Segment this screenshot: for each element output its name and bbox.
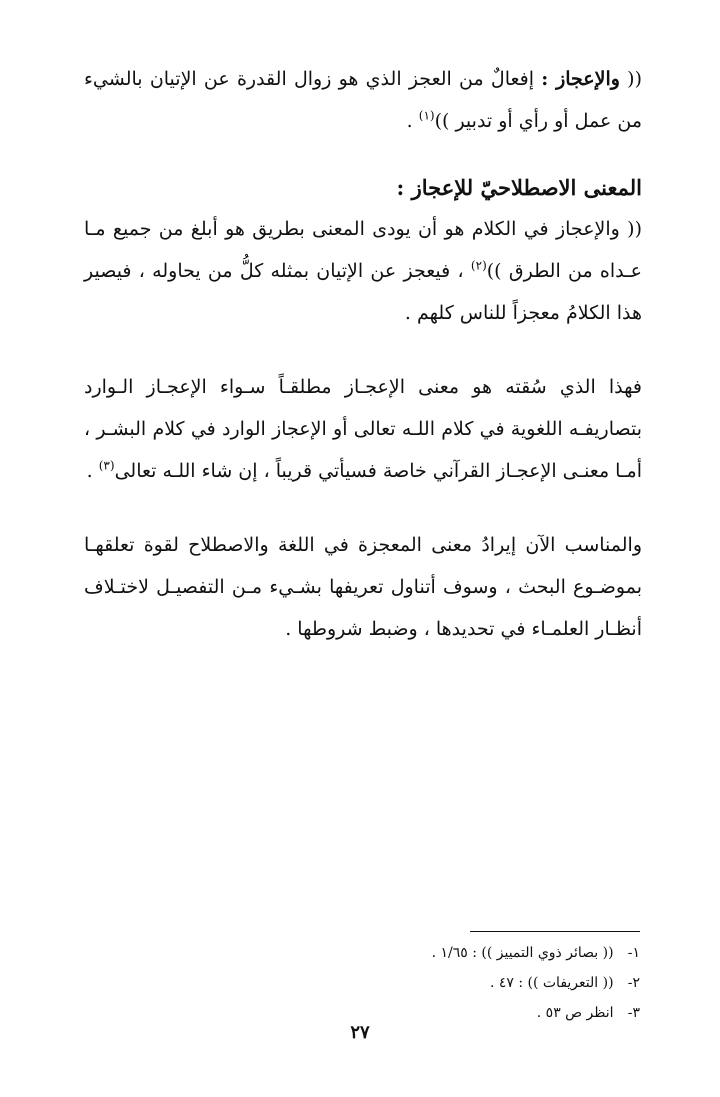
main-text (84, 58, 642, 650)
paragraph-text: إفعالٌ من العجز الذي هو زوال القدرة عن الإتيان بالشيء من عمل أو رأي أو تدبير )) (84, 68, 642, 132)
open-quote: (( (627, 68, 642, 90)
paragraph-end: . (86, 460, 93, 482)
paragraph-text: فهذا الذي سُقته هو معنى الإعجـاز مطلقـاً سـواء الإعجـاز الـوارد بتصاريفـه اللغوية في كلام اللـه تعالى أو الإعجاز الوارد في كلام البشـر ، أمـا معنـى الإعجـاز القرآني خاصة فسيأتي قريباً ، إن شاء اللـه تعالى (84, 376, 642, 482)
footnote-divider (470, 931, 640, 932)
footnote-number: ٣- (627, 1005, 640, 1021)
footnote-text: انظر ص ٥٣ . (536, 1005, 614, 1021)
section-heading: المعنى الاصطلاحيّ للإعجاز : (396, 175, 642, 200)
paragraph-text-continued: ، فيعجز عن الإتيان بمثله كلُّ من يحاوله ، فيصير هذا الكلامُ معجزاً للناس كلهم . (84, 260, 642, 324)
page-number: ٢٧ (350, 1022, 370, 1043)
footnote-ref: (١) (418, 108, 435, 123)
footnote-ref: (٣) (98, 458, 115, 473)
paragraph-general-meaning (84, 366, 642, 492)
paragraph-miracle-intro (84, 524, 642, 650)
footnote-ref: (٢) (470, 258, 487, 273)
footnote-text: (( بصائر ذوي التمييز )) : ١/٦٥ . (431, 945, 614, 961)
paragraph-text: والمناسب الآن إيرادُ معنى المعجزة في اللغة والاصطلاح لقوة تعلقهـا بموضـوع البحث ، وسوف أتناول تعريفها بشـيء مـن التفصيـل لاختـلاف أنظـار العلمـاء في تحديدها ، وضبط شروطها . (84, 534, 642, 640)
spacer (84, 492, 642, 524)
footnote-number: ٢- (627, 975, 640, 991)
footnote-number: ١- (627, 945, 640, 961)
spacer (84, 334, 642, 366)
footnote-2 (320, 968, 640, 998)
defined-term: والإعجاز : (541, 68, 620, 90)
paragraph-technical-definition (84, 208, 642, 334)
paragraph-linguistic-definition (84, 58, 642, 142)
paragraph-end: . (406, 110, 413, 132)
footnote-text: (( التعريفات )) : ٤٧ . (489, 975, 614, 991)
spacer (84, 142, 642, 168)
footnote-1 (320, 938, 640, 968)
paragraph-text: (( والإعجاز في الكلام هو أن يودى المعنى بطريق هو أبلغ من جميع مـا عـداه من الطرق )) (84, 218, 643, 282)
footnotes (320, 938, 640, 1028)
